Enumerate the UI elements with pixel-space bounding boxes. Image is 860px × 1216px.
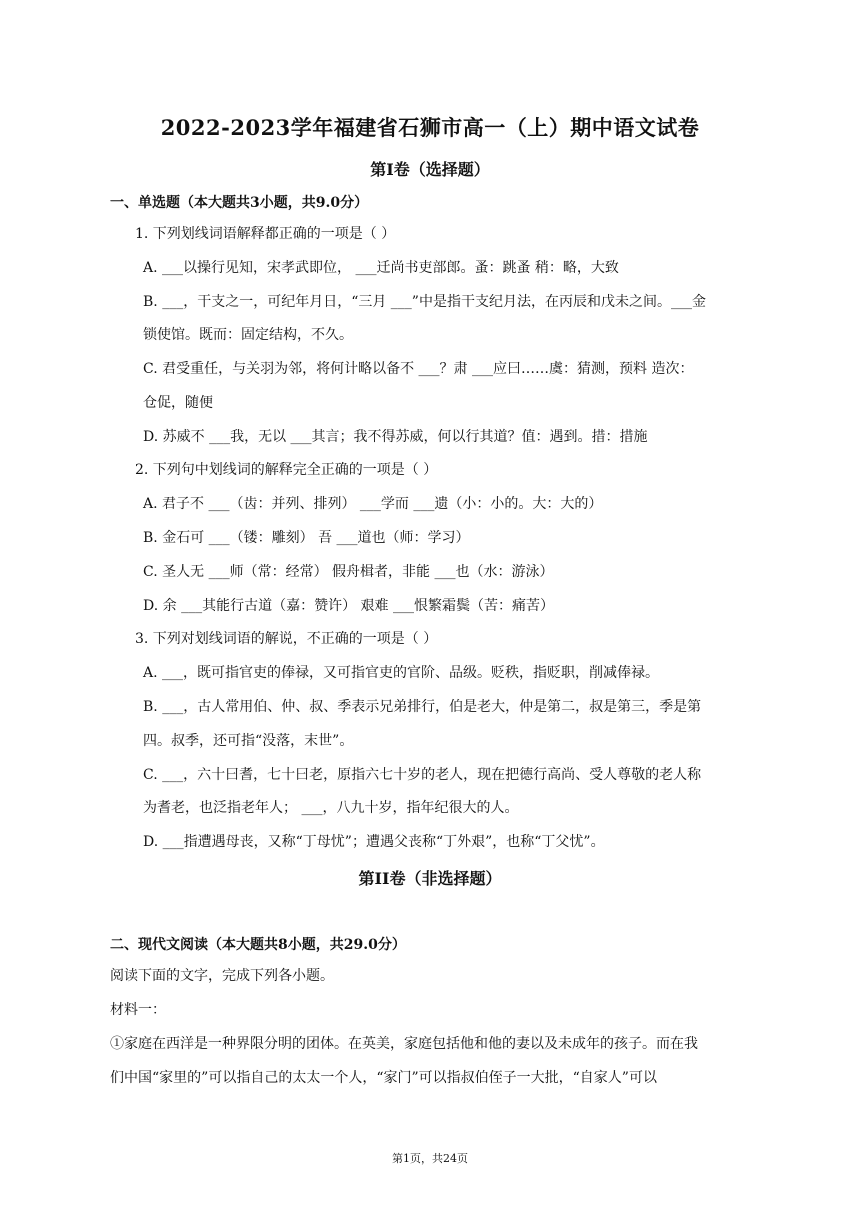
reading-paragraph-line1: ①家庭在西洋是一种界限分明的团体。在英美，家庭包括他和他的妻以及未成年的孩子。而在我	[110, 1036, 698, 1052]
question-3-stem: 3. 下列对划线词语的解说，不正确的一项是（ ）	[135, 631, 438, 647]
question-1-stem: 1. 下列划线词语解释都正确的一项是（ ）	[135, 226, 396, 242]
reading-intro: 阅读下面的文字，完成下列各小题。	[110, 968, 334, 984]
question-2-option-b: B. 金石可 ___（镂：雕刻） 吾 ___道也（师：学习）	[143, 530, 470, 546]
page-footer: 第1页，共24页	[392, 1152, 468, 1165]
question-2-option-c: C. 圣人无 ___师（常：经常） 假舟楫者，非能 ___也（水：游泳）	[143, 564, 554, 580]
question-2-stem: 2. 下列句中划线词的解释完全正确的一项是（ ）	[135, 462, 438, 478]
question-1-option-a: A. ___以操行见知，宋孝武即位， ___迁尚书吏部郎。蚤：跳蚤 稍：略，大致	[143, 260, 619, 276]
exam-title: 2022-2023学年福建省石狮市高一（上）期中语文试卷	[160, 115, 700, 140]
question-3-option-c-line2: 为耆老，也泛指老年人； ___，八九十岁，指年纪很大的人。	[143, 800, 519, 816]
question-1-option-c-line1: C. 君受重任，与关羽为邻，将何计略以备不 ___？肃 ___应曰……虞：猜测，预料 造次：	[143, 361, 694, 377]
question-3-option-a: A. ___，既可指官吏的俸禄，又可指官吏的官阶、品级。贬秩，指贬职，削减俸禄。	[143, 665, 660, 681]
question-2-option-d: D. 余 ___其能行古道（嘉：赞许） 艰难 ___恨繁霜鬓（苦：痛苦）	[143, 598, 554, 614]
section-two-heading: 二、现代文阅读（本大题共8小题，共29.0分）	[110, 937, 406, 953]
question-1-option-b-line1: B. ___，干支之一，可纪年月日，“三月 ___”中是指干支纪月法，在丙辰和戊未之间。___金	[143, 294, 706, 310]
part-two-title: 第II卷（非选择题）	[358, 869, 502, 888]
material-label: 材料一：	[110, 1002, 166, 1018]
question-1-option-c-line2: 仓促，随便	[143, 395, 213, 411]
section-one-heading: 一、单选题（本大题共3小题，共9.0分）	[110, 195, 369, 211]
reading-paragraph-line2: 们中国“家里的”可以指自己的太太一个人，“家门”可以指叔伯侄子一大批，“自家人”可以	[110, 1070, 657, 1086]
part-one-title: 第I卷（选择题）	[370, 160, 490, 179]
question-3-option-c-line1: C. ___，六十曰耆，七十曰老，原指六七十岁的老人，现在把德行高尚、受人尊敬的老人称	[143, 767, 702, 783]
question-2-option-a: A. 君子不 ___（齿：并列、排列） ___学而 ___遗（小：小的。大：大的）	[143, 496, 603, 512]
question-3-option-b-line2: 四。叔季，还可指“没落，末世”。	[143, 733, 354, 749]
question-3-option-d: D. ___指遭遇母丧，又称“丁母忧”；遭遇父丧称“丁外艰”，也称“丁父忧”。	[143, 834, 605, 850]
question-3-option-b-line1: B. ___，古人常用伯、仲、叔、季表示兄弟排行，伯是老大，仲是第二，叔是第三，季是第	[143, 699, 702, 715]
question-1-option-b-line2: 锁使馆。既而：固定结构，不久。	[143, 327, 353, 343]
question-1-option-d: D. 苏威不 ___我，无以 ___其言；我不得苏威，何以行其道？值：遇到。措：措施	[143, 429, 648, 445]
